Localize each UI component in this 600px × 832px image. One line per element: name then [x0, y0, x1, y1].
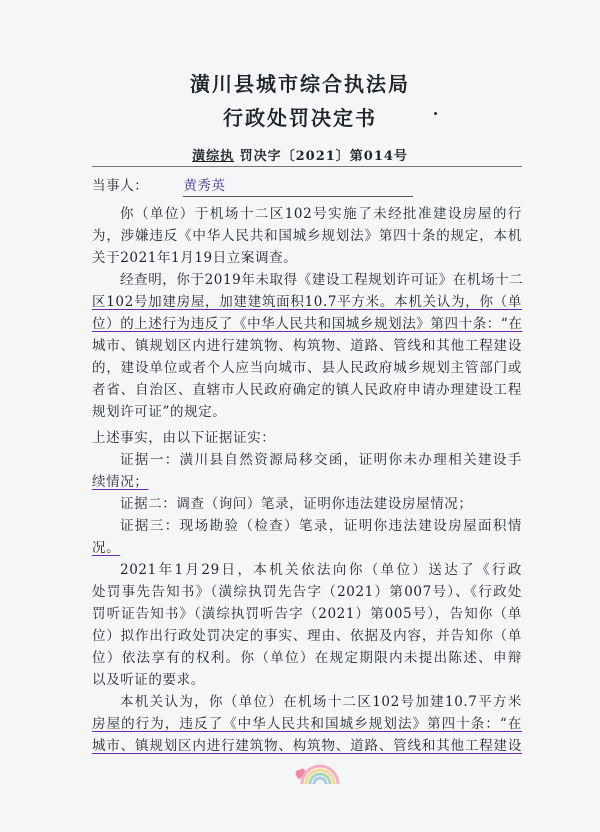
issuing-authority-title: 潢川县城市综合执法局	[190, 72, 410, 96]
body-line: 处罚事先告知书》（潢综执罚先告字（2021）第007号）、《行政处	[92, 584, 522, 600]
party-label: 当事人：	[92, 178, 149, 194]
evidence-3-cont: 况。	[92, 540, 121, 556]
evidence-2: 证据二：调查（询问）笔录，证明你违法建设房屋情况；	[120, 496, 473, 512]
party-line	[92, 176, 522, 197]
body-line: 房屋的行为，违反了《中华人民共和国城乡规划法》第四十条：“在	[92, 716, 522, 732]
body-line: 关于2021年1月19日立案调查。	[92, 250, 298, 266]
body-line: 位）拟作出行政处罚决定的事实、理由、依据及内容，并告知你（单	[92, 628, 522, 644]
body-line: 者省、自治区、直辖市人民政府确定的镇人民政府申请办理建设工程	[92, 382, 522, 398]
evidence-1: 证据一：潢川县自然资源局移交函，证明你未办理相关建设手	[120, 452, 522, 468]
body-line: 的，建设单位或者个人应当向城市、县人民政府城乡规划主管部门或	[92, 360, 522, 376]
body-line: 位）依法享有的权利。你（单位）在规定期限内未提出陈述、申辩	[92, 650, 522, 666]
body-line: 本机关认为，你（单位）在机场十二区102号加建10.7平方米	[120, 694, 522, 710]
body-line: 为，涉嫌违反《中华人民共和国城乡规划法》第四十条的规定，本机	[92, 228, 522, 244]
body-line: 规划许可证”的规定。	[92, 404, 227, 420]
body-line: 位）的上述行为违反了《中华人民共和国城乡规划法》第四十条：“在	[92, 316, 523, 332]
stray-mark	[434, 112, 437, 115]
body-line: 城市、镇规划区内进行建筑物、构筑物、道路、管线和其他工程建设	[92, 338, 522, 354]
evidence-intro: 上述事实，由以下证据证实：	[92, 430, 276, 446]
document-number-rest: 罚决字〔2021〕第014号	[239, 149, 408, 164]
body-line: 区102号加建房屋，加建建筑面积10.7平方米。本机关认为，你（单	[92, 294, 522, 310]
document-number-prefix: 潢综执	[192, 149, 235, 164]
body-line: 城市、镇规划区内进行建筑物、构筑物、道路、管线和其他工程建设	[92, 738, 522, 754]
header-divider	[92, 166, 522, 167]
party-name: 黄秀英	[183, 176, 413, 197]
body-line: 你（单位）于机场十二区102号实施了未经批准建设房屋的行	[120, 206, 522, 222]
body-line: 2021年1月29日，本机关依法向你（单位）送达了《行政	[120, 562, 522, 578]
rainbow-heart-watermark-icon	[292, 756, 344, 790]
document-number	[0, 145, 600, 164]
evidence-1-cont: 续情况；	[92, 474, 149, 490]
body-line: 经查明，你于2019年未取得《建设工程规划许可证》在机场十二	[120, 272, 524, 288]
body-line: 以及听证的要求。	[92, 672, 205, 688]
evidence-3: 证据三：现场勘验（检查）笔录，证明你违法建设房屋面积情	[120, 518, 522, 534]
document-title: 行政处罚决定书	[223, 106, 377, 130]
body-line: 罚听证告知书》（潢综执罚听告字（2021）第005号），告知你（单	[92, 606, 522, 622]
